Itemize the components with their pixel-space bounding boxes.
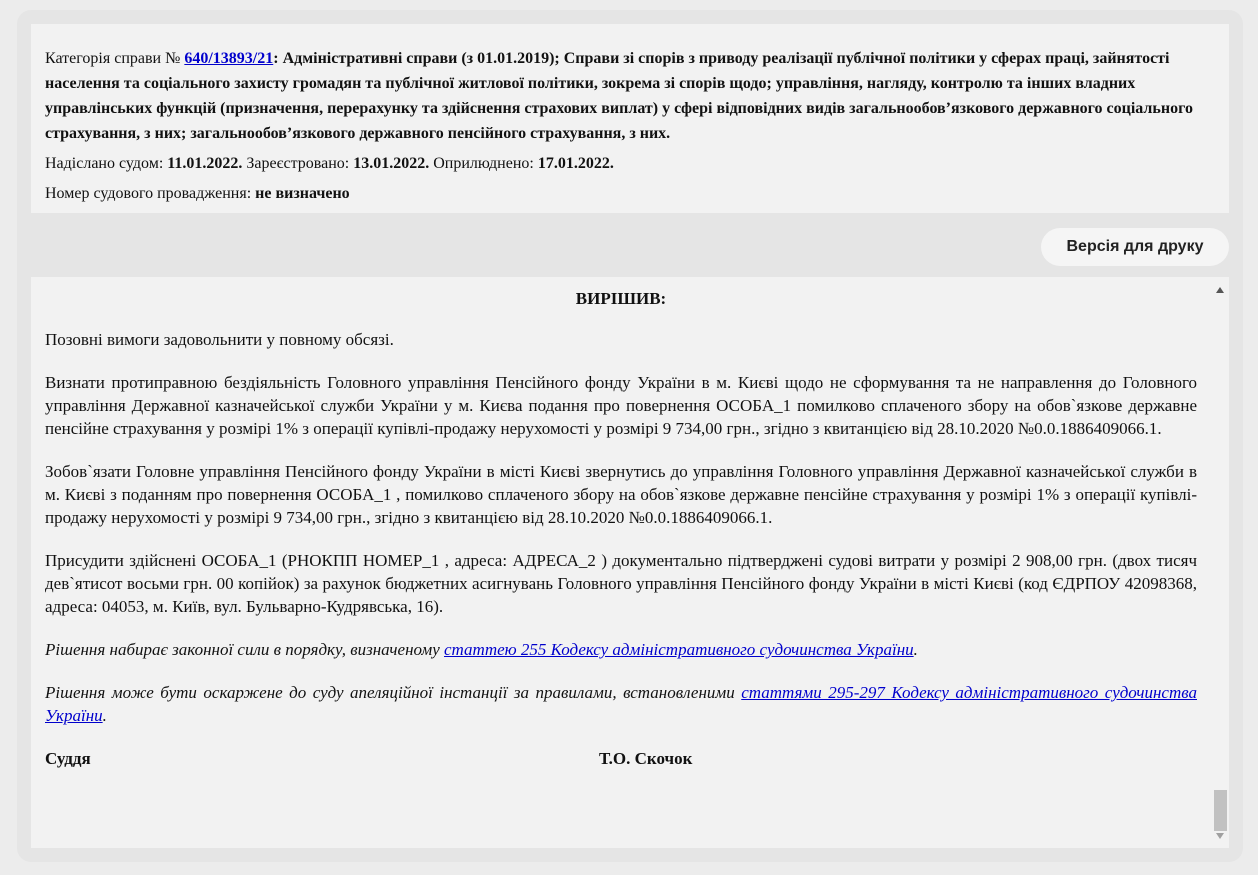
published-date: 17.01.2022. (537, 155, 614, 172)
proceeding-label: Номер судового провадження: (45, 185, 256, 202)
toolbar (31, 213, 1229, 277)
paragraph-2: Визнати протиправною бездіяльність Головного управління Пенсійного фонду України в м. Києві щодо не сформування та не направлення до Головного управління Державної казначейської служби України у м. Києва подання про повернення ОСОБА_1 помилково сплаченого збору на обов`язкове державне пенсійне страхування у розмірі 1% з операції купівлі-продажу нерухомості у розмірі 9 734,00 грн., згідно з квитанцією від 28.10.2020 №0.0.1886409066.1. (45, 373, 1197, 438)
scroll-up-arrow-icon[interactable] (1216, 287, 1224, 293)
article-255-link[interactable]: статтею 255 Кодексу адміністративного судочинства України (444, 640, 914, 659)
paragraph-5-text: Рішення набирає законної сили в порядку, визначеному (45, 640, 445, 659)
case-number-link[interactable]: 640/13893/21 (184, 50, 274, 67)
registered-label: Зареєстровано: (242, 155, 354, 172)
decision-heading: ВИРІШИВ: (575, 289, 667, 308)
paragraph-5-end: . (913, 640, 918, 659)
proceeding-value: не визначено (255, 185, 350, 202)
document-viewer (31, 277, 1229, 848)
paragraph-1: Позовні вимоги задовольнити у повному обсязі. (45, 330, 394, 349)
judge-label: Суддя (45, 749, 91, 768)
articles-295-297-link[interactable]: статтями 295-297 Кодексу адміністративного судочинства України (45, 683, 1197, 725)
category-text: : Адміністративні справи (з 01.01.2019); Справи зі спорів з приводу реалізації публічної політики у сферах праці, зайнятості населення та соціального захисту громадян та публічної житлової політики, зокрема зі спорів щодо; управління, нагляду, контролю та інших владних управлінських функцій (призначення, перерахунку та здійснення страхових виплат) у сфері відповідних видів загальнообов’язкового державного соціального страхування, з них; загальнообов’язкового державного пенсійного страхування, з них. (45, 50, 1193, 142)
published-label: Оприлюднено: (429, 155, 538, 172)
paragraph-6 (45, 681, 1197, 727)
document-scrollbar[interactable] (1211, 277, 1229, 848)
case-category (45, 46, 1215, 146)
paragraph-5 (45, 638, 1197, 661)
paragraph-6-text: Рішення може бути оскаржене до суду апеляційної інстанції за правилами, встановленими (45, 683, 742, 702)
document-text (45, 277, 1197, 771)
signature-row (45, 747, 1197, 771)
sent-label: Надіслано судом: (45, 155, 168, 172)
page-frame (17, 10, 1243, 862)
paragraph-3: Зобов`язати Головне управління Пенсійного фонду України в місті Києві звернутись до управління Головного управління Державної казначейської служби в м. Києві з поданням про повернення ОСОБА_1 , помилково сплаченого збору на обов`язкове державне пенсійне страхування у розмірі 1% з операції купівлі-продажу нерухомості у розмірі 9 734,00 грн., згідно з квитанцією від 28.10.2020 №0.0.1886409066.1. (45, 462, 1197, 527)
judge-name: Т.О. Скочок (599, 749, 693, 768)
paragraph-4: Присудити здійснені ОСОБА_1 (РНОКПП НОМЕР_1 , адреса: АДРЕСА_2 ) документально підтверджені судові витрати у розмірі 2 908,00 грн. (двох тисяч дев`ятисот восьми грн. 00 копійок) за рахунок бюджетних асигнувань Головного управління Пенсійного фонду України в місті Києві (код ЄДРПОУ 42098368, адреса: 04053, м. Київ, вул. Бульварно-Кудрявська, 16). (45, 551, 1197, 616)
scroll-thumb[interactable] (1214, 790, 1227, 831)
case-dates (45, 151, 1215, 176)
paragraph-6-end: . (102, 706, 107, 725)
scroll-down-arrow-icon[interactable] (1216, 833, 1224, 839)
proceeding-number (45, 181, 1215, 206)
print-version-button[interactable]: Версія для друку (1041, 228, 1229, 266)
registered-date: 13.01.2022. (353, 155, 430, 172)
case-meta-panel (31, 24, 1229, 213)
category-prefix: Категорія справи № (45, 50, 185, 67)
sent-date: 11.01.2022. (167, 155, 243, 172)
